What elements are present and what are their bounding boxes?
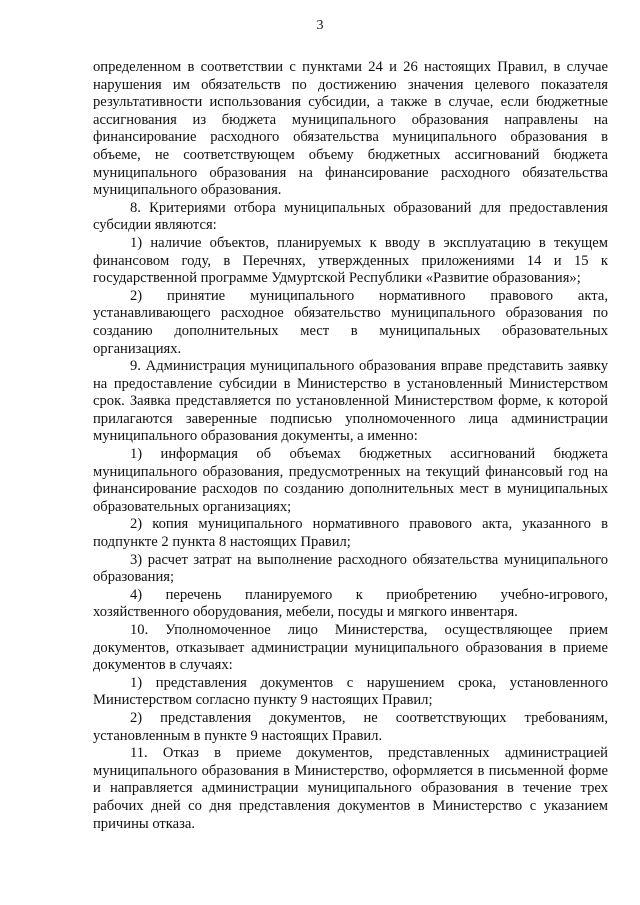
paragraph-9-item-4: 4) перечень планируемого к приобретению учебно-игрового, хозяйственного оборудования, мебели, посуды и мягкого инвентаря. — [93, 586, 608, 621]
paragraph-continuation: определенном в соответствии с пунктами 24 и 26 настоящих Правил, в случае нарушения им обязательств по достижению значения целевого показателя результативности использования субсидии, а также в случае, если бюджетные ассигнования из бюджета муниципального образования направлены на финансирование расходного обязательства муниципального образования в объеме, не соответствующем объему бюджетных ассигнований бюджета муниципального образования на финансирование расходного обязательства муниципального образования. — [93, 59, 608, 199]
paragraph-8-item-2: 2) принятие муниципального нормативного правового акта, устанавливающего расходное обязательство муниципального образования по созданию дополнительных мест в муниципальных образовательных организациях. — [93, 287, 608, 357]
paragraph-9-item-1: 1) информация об объемах бюджетных ассигнований бюджета муниципального образования, предусмотренных на текущий финансовый год на финансирование расходов по созданию дополнительных мест в муниципальных образовательных организациях; — [93, 446, 608, 515]
paragraph-9-item-3: 3) расчет затрат на выполнение расходного обязательства муниципального образования; — [93, 551, 608, 586]
paragraph-11: 11. Отказ в приеме документов, представленных администрацией муниципального образования в Министерство, оформляется в письменной форме и направляется администрации муниципального образования в течение трех рабочих дней со дня представления документов в Министерство с указанием причины отказа. — [93, 745, 608, 832]
paragraph-9: 9. Администрация муниципального образования вправе представить заявку на предоставление субсидии в Министерство в установленный Министерством срок. Заявка представляется по установленной Министерством форме, к которой прилагаются заверенные подписью уполномоченного лица администрации муниципального образования документы, а именно: — [93, 358, 608, 445]
document-body — [93, 59, 608, 833]
paragraph-10-item-2: 2) представления документов, не соответствующих требованиям, установленным в пункте 9 настоящих Правил. — [93, 709, 608, 744]
paragraph-8: 8. Критериями отбора муниципальных образований для предоставления субсидии являются: — [93, 199, 608, 234]
paragraph-10: 10. Уполномоченное лицо Министерства, осуществляющее прием документов, отказывает администрации муниципального образования в приеме документов в случаях: — [93, 622, 608, 674]
page-number: 3 — [316, 18, 324, 33]
paragraph-9-item-2: 2) копия муниципального нормативного правового акта, указанного в подпункте 2 пункта 8 настоящих Правил; — [93, 516, 608, 551]
paragraph-8-item-1: 1) наличие объектов, планируемых к вводу в эксплуатацию в текущем финансовом году, в Перечнях, утвержденных приложениями 14 и 15 к государственной программе Удмуртской Республики «Развитие образования»; — [93, 234, 608, 287]
paragraph-10-item-1: 1) представления документов с нарушением срока, установленного Министерством согласно пункту 9 настоящих Правил; — [93, 674, 608, 709]
